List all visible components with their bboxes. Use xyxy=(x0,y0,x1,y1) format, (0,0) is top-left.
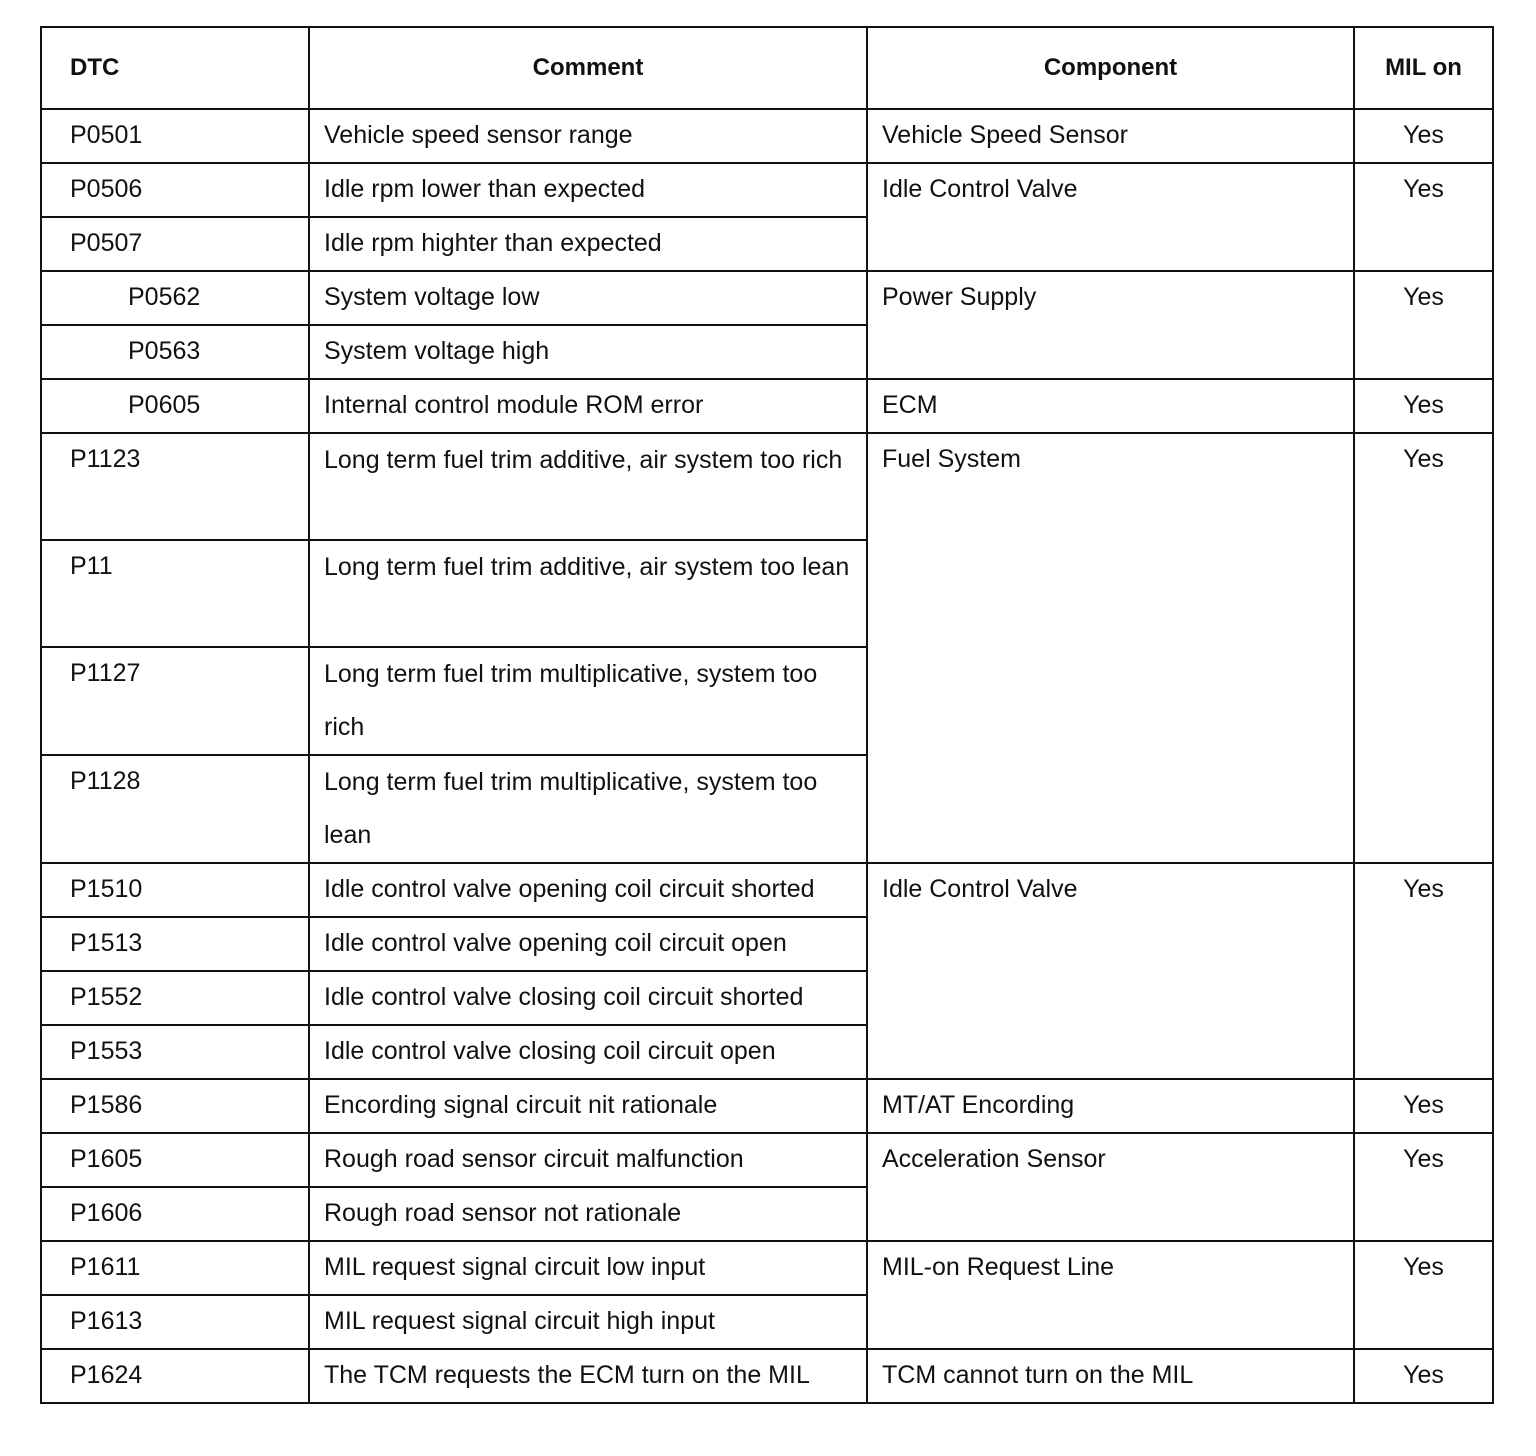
dtc-code: P1510 xyxy=(41,863,309,917)
component-name: MT/AT Encording xyxy=(867,1079,1354,1133)
dtc-comment: Idle rpm highter than expected xyxy=(309,217,867,271)
component-name: Power Supply xyxy=(867,271,1354,379)
mil-status: Yes xyxy=(1354,109,1493,163)
dtc-table xyxy=(40,26,1494,1404)
table-row xyxy=(41,1349,1493,1403)
table-row xyxy=(41,163,1493,217)
mil-status: Yes xyxy=(1354,1241,1493,1349)
dtc-code: P1605 xyxy=(41,1133,309,1187)
mil-status: Yes xyxy=(1354,1133,1493,1241)
mil-status: Yes xyxy=(1354,863,1493,1079)
dtc-comment: Rough road sensor circuit malfunction xyxy=(309,1133,867,1187)
mil-status: Yes xyxy=(1354,379,1493,433)
header-component: Component xyxy=(867,27,1354,109)
dtc-code: P11 xyxy=(41,540,309,647)
dtc-code: P1606 xyxy=(41,1187,309,1241)
component-name: TCM cannot turn on the MIL xyxy=(867,1349,1354,1403)
dtc-code: P0562 xyxy=(41,271,309,325)
table-row xyxy=(41,1133,1493,1187)
component-name: ECM xyxy=(867,379,1354,433)
dtc-comment: Idle control valve closing coil circuit shorted xyxy=(309,971,867,1025)
dtc-code: P0563 xyxy=(41,325,309,379)
dtc-comment: Idle control valve closing coil circuit open xyxy=(309,1025,867,1079)
dtc-code: P0605 xyxy=(41,379,309,433)
dtc-code: P1513 xyxy=(41,917,309,971)
dtc-comment: Long term fuel trim multiplicative, system too rich xyxy=(309,647,867,755)
dtc-code: P1553 xyxy=(41,1025,309,1079)
dtc-comment: Long term fuel trim additive, air system too lean xyxy=(309,540,867,647)
dtc-comment: Long term fuel trim multiplicative, system too lean xyxy=(309,755,867,863)
dtc-code: P1611 xyxy=(41,1241,309,1295)
dtc-code: P1127 xyxy=(41,647,309,755)
mil-status: Yes xyxy=(1354,163,1493,271)
header-comment: Comment xyxy=(309,27,867,109)
header-mil: MIL on xyxy=(1354,27,1493,109)
dtc-comment: Idle control valve opening coil circuit open xyxy=(309,917,867,971)
component-name: MIL-on Request Line xyxy=(867,1241,1354,1349)
table-row xyxy=(41,433,1493,540)
dtc-comment: The TCM requests the ECM turn on the MIL xyxy=(309,1349,867,1403)
dtc-comment: System voltage low xyxy=(309,271,867,325)
dtc-comment: Internal control module ROM error xyxy=(309,379,867,433)
dtc-code: P0506 xyxy=(41,163,309,217)
dtc-comment: Long term fuel trim additive, air system too rich xyxy=(309,433,867,540)
dtc-code: P1613 xyxy=(41,1295,309,1349)
dtc-comment: System voltage high xyxy=(309,325,867,379)
mil-status: Yes xyxy=(1354,433,1493,863)
table-row xyxy=(41,109,1493,163)
dtc-comment: Idle control valve opening coil circuit shorted xyxy=(309,863,867,917)
dtc-code: P0507 xyxy=(41,217,309,271)
component-name: Acceleration Sensor xyxy=(867,1133,1354,1241)
dtc-comment: MIL request signal circuit high input xyxy=(309,1295,867,1349)
dtc-code: P1552 xyxy=(41,971,309,1025)
dtc-comment: Encording signal circuit nit rationale xyxy=(309,1079,867,1133)
table-row xyxy=(41,1079,1493,1133)
table-row xyxy=(41,379,1493,433)
component-name: Idle Control Valve xyxy=(867,863,1354,1079)
dtc-comment: MIL request signal circuit low input xyxy=(309,1241,867,1295)
table-row xyxy=(41,1241,1493,1295)
dtc-comment: Vehicle speed sensor range xyxy=(309,109,867,163)
dtc-code: P1586 xyxy=(41,1079,309,1133)
dtc-comment: Idle rpm lower than expected xyxy=(309,163,867,217)
table-row xyxy=(41,863,1493,917)
table-row xyxy=(41,271,1493,325)
dtc-code: P1123 xyxy=(41,433,309,540)
dtc-code: P1128 xyxy=(41,755,309,863)
mil-status: Yes xyxy=(1354,271,1493,379)
dtc-code: P0501 xyxy=(41,109,309,163)
component-name: Vehicle Speed Sensor xyxy=(867,109,1354,163)
dtc-code: P1624 xyxy=(41,1349,309,1403)
header-dtc: DTC xyxy=(41,27,309,109)
component-name: Fuel System xyxy=(867,433,1354,863)
mil-status: Yes xyxy=(1354,1349,1493,1403)
mil-status: Yes xyxy=(1354,1079,1493,1133)
dtc-comment: Rough road sensor not rationale xyxy=(309,1187,867,1241)
component-name: Idle Control Valve xyxy=(867,163,1354,271)
header-row xyxy=(41,27,1493,109)
